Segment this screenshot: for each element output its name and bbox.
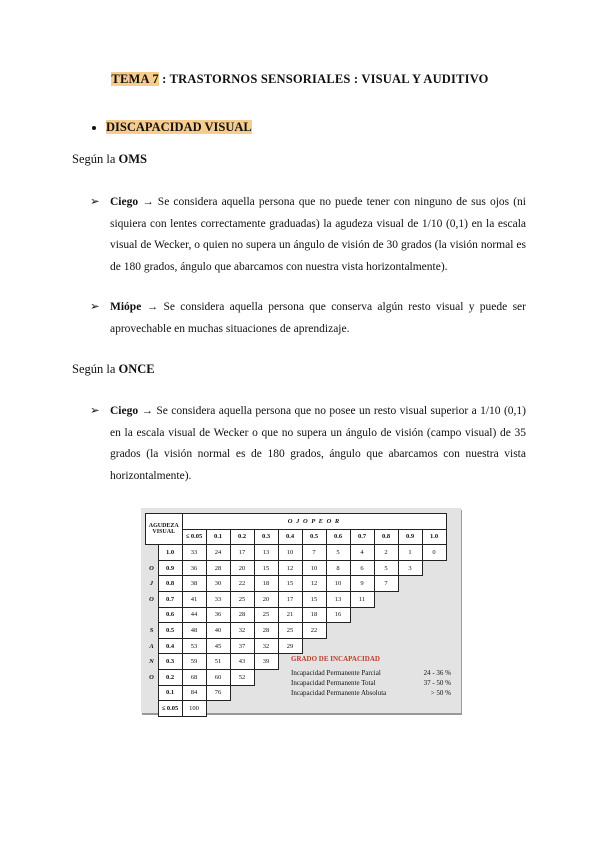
table-corner-label: AGUDEZA VISUAL xyxy=(146,514,183,545)
row-group-letter xyxy=(146,607,159,623)
table-cell: 20 xyxy=(254,591,278,607)
empty-cell xyxy=(230,701,254,717)
once-ciego-item xyxy=(90,401,526,487)
row-header: 0.7 xyxy=(158,591,182,607)
table-cell: 13 xyxy=(254,545,278,561)
empty-cell xyxy=(350,638,374,654)
empty-cell xyxy=(422,591,446,607)
segun-oms-line xyxy=(72,152,147,167)
table-cell: 11 xyxy=(350,591,374,607)
column-header: 0.9 xyxy=(398,529,422,545)
table-cell: 100 xyxy=(182,701,206,717)
table-cell: 76 xyxy=(206,685,230,701)
empty-cell xyxy=(422,623,446,639)
once-ciego-text: → Se considera aquella persona que no posee un resto visual superior a 1/10 (0,1) en la escala visual de Wecker o que no supera un ángulo de visión (campo visual) de 35 grados (la visión normal es de 180 grados, ángulo que abarcamos con nuestra vista horizontalmente). xyxy=(110,405,526,482)
column-header: 0.7 xyxy=(350,529,374,545)
arrow-bullet-icon: ➢ xyxy=(90,301,100,313)
table-cell: 12 xyxy=(278,560,302,576)
legend-label: Incapacidad Permanente Absoluta xyxy=(291,689,387,697)
row-group-letter xyxy=(146,545,159,561)
row-group-letter: O xyxy=(149,595,154,603)
row-group-letter xyxy=(146,685,159,701)
table-cell: 38 xyxy=(182,576,206,592)
table-cell: 40 xyxy=(206,623,230,639)
column-header: 0.2 xyxy=(230,529,254,545)
table-cell: 37 xyxy=(230,638,254,654)
row-group-letter: J xyxy=(149,580,154,588)
empty-cell xyxy=(374,607,398,623)
table-cell: 10 xyxy=(302,560,326,576)
empty-cell xyxy=(398,591,422,607)
row-header: 0.9 xyxy=(158,560,182,576)
table-cell: 51 xyxy=(206,654,230,670)
empty-cell xyxy=(422,638,446,654)
table-cell: 5 xyxy=(326,545,350,561)
empty-cell xyxy=(302,701,326,717)
empty-cell xyxy=(422,560,446,576)
title-rest: : TRASTORNOS SENSORIALES : VISUAL Y AUDITIVO xyxy=(158,72,489,86)
arrow-bullet-icon: ➢ xyxy=(90,405,100,417)
table-cell: 3 xyxy=(398,560,422,576)
table-cell: 16 xyxy=(326,607,350,623)
row-group-letter: N xyxy=(149,658,154,666)
once-ciego-term: Ciego xyxy=(110,405,139,417)
table-cell: 59 xyxy=(182,654,206,670)
table-cell: 24 xyxy=(206,545,230,561)
column-header: 0.8 xyxy=(374,529,398,545)
table-cell: 39 xyxy=(254,654,278,670)
row-group-letter: O xyxy=(149,673,154,681)
row-header: 0.6 xyxy=(158,607,182,623)
empty-cell xyxy=(350,623,374,639)
table-cell: 15 xyxy=(302,591,326,607)
empty-cell xyxy=(398,623,422,639)
table-cell: 12 xyxy=(302,576,326,592)
empty-cell xyxy=(350,607,374,623)
empty-cell xyxy=(350,701,374,717)
incapacity-table-figure xyxy=(141,508,461,713)
column-header: 0.5 xyxy=(302,529,326,545)
oms-ciego-text: → Se considera aquella persona que no puede tener con ninguno de sus ojos (ni siquiera con lentes correctamente graduadas) la agudeza visual de 1/10 (0,1) en la escala visual de Wecker, o quien no supera un ángulo de visión de 30 grados (la visión normal es de 180 grados, ángulo que abarcamos con nuestra vista horizontalmente). xyxy=(110,196,526,273)
table-cell: 68 xyxy=(182,669,206,685)
table-cell: 7 xyxy=(302,545,326,561)
legend-row xyxy=(291,678,451,688)
table-cell: 5 xyxy=(374,560,398,576)
table-cell: 60 xyxy=(206,669,230,685)
row-group-letter xyxy=(146,701,159,717)
legend-range: 24 - 36 % xyxy=(423,669,451,677)
empty-cell xyxy=(398,701,422,717)
table-cell: 8 xyxy=(326,560,350,576)
segun-once-line xyxy=(72,362,155,377)
table-cell: 13 xyxy=(326,591,350,607)
column-header: 0.3 xyxy=(254,529,278,545)
page-title xyxy=(0,72,600,87)
empty-cell xyxy=(374,623,398,639)
empty-cell xyxy=(302,638,326,654)
legend-range: > 50 % xyxy=(430,689,451,697)
table-cell: 45 xyxy=(206,638,230,654)
section-heading-text: DISCAPACIDAD VISUAL xyxy=(106,120,252,134)
table-cell: 25 xyxy=(230,591,254,607)
column-header: ≤ 0.05 xyxy=(182,529,206,545)
row-header: 0.1 xyxy=(158,685,182,701)
table-cell: 48 xyxy=(182,623,206,639)
table-cell: 33 xyxy=(206,591,230,607)
table-cell: 17 xyxy=(230,545,254,561)
oms-miope-item xyxy=(90,297,526,340)
table-cell: 22 xyxy=(302,623,326,639)
column-header: 0.1 xyxy=(206,529,230,545)
table-cell: 17 xyxy=(278,591,302,607)
table-cell: 6 xyxy=(350,560,374,576)
table-cell: 41 xyxy=(182,591,206,607)
table-cell: 0 xyxy=(422,545,446,561)
row-header: 0.5 xyxy=(158,623,182,639)
table-cell: 30 xyxy=(206,576,230,592)
row-header: 0.2 xyxy=(158,669,182,685)
table-cell: 25 xyxy=(254,607,278,623)
table-cell: 15 xyxy=(278,576,302,592)
oms-ciego-term: Ciego xyxy=(110,196,139,208)
title-highlight: TEMA 7 xyxy=(111,72,159,86)
table-cell: 2 xyxy=(374,545,398,561)
row-group-letter: O xyxy=(149,564,154,572)
empty-cell xyxy=(254,685,278,701)
table-cell: 84 xyxy=(182,685,206,701)
table-cell: 4 xyxy=(350,545,374,561)
column-header: 1.0 xyxy=(422,529,446,545)
segun-oms-prefix: Según la xyxy=(72,152,119,166)
table-cell: 28 xyxy=(206,560,230,576)
table-cell: 32 xyxy=(254,638,278,654)
legend-label: Incapacidad Permanente Parcial xyxy=(291,669,381,677)
row-header: 1.0 xyxy=(158,545,182,561)
table-cell: 28 xyxy=(230,607,254,623)
table-cell: 18 xyxy=(302,607,326,623)
oms-ciego-item xyxy=(90,192,526,278)
row-group-letter: S xyxy=(149,626,154,634)
empty-cell xyxy=(326,701,350,717)
empty-cell xyxy=(254,669,278,685)
oms-miope-text: → Se considera aquella persona que conserva algún resto visual y puede ser aprovechable en muchas situaciones de aprendizaje. xyxy=(110,301,526,335)
empty-cell xyxy=(398,576,422,592)
empty-cell xyxy=(374,638,398,654)
table-cell: 20 xyxy=(230,560,254,576)
table-cell: 22 xyxy=(230,576,254,592)
legend-range: 37 - 50 % xyxy=(423,679,451,687)
table-cell: 33 xyxy=(182,545,206,561)
table-cell: 52 xyxy=(230,669,254,685)
empty-cell xyxy=(326,638,350,654)
row-group-letter: A xyxy=(149,642,154,650)
table-cell: 25 xyxy=(278,623,302,639)
empty-cell xyxy=(374,701,398,717)
empty-cell xyxy=(230,685,254,701)
table-cell: 32 xyxy=(230,623,254,639)
table-cell: 28 xyxy=(254,623,278,639)
legend-row xyxy=(291,688,451,698)
row-header: ≤ 0.05 xyxy=(158,701,182,717)
column-group-label: O J O P E O R xyxy=(182,514,446,530)
table-cell: 18 xyxy=(254,576,278,592)
arrow-bullet-icon: ➢ xyxy=(90,196,100,208)
row-header: 0.3 xyxy=(158,654,182,670)
oms-miope-term: Miópe xyxy=(110,301,142,313)
incapacity-legend xyxy=(291,654,451,698)
bullet-dot-icon xyxy=(92,126,96,130)
empty-cell xyxy=(422,701,446,717)
table-cell: 1 xyxy=(398,545,422,561)
empty-cell xyxy=(422,576,446,592)
table-cell: 44 xyxy=(182,607,206,623)
empty-cell xyxy=(206,701,230,717)
empty-cell xyxy=(422,607,446,623)
table-cell: 10 xyxy=(278,545,302,561)
legend-title: GRADO DE INCAPACIDAD xyxy=(291,655,380,663)
empty-cell xyxy=(254,701,278,717)
table-cell: 36 xyxy=(182,560,206,576)
table-cell: 15 xyxy=(254,560,278,576)
section-heading xyxy=(92,120,252,135)
legend-row xyxy=(291,668,451,678)
empty-cell xyxy=(326,623,350,639)
table-cell: 10 xyxy=(326,576,350,592)
row-header: 0.4 xyxy=(158,638,182,654)
table-cell: 36 xyxy=(206,607,230,623)
table-cell: 21 xyxy=(278,607,302,623)
table-cell: 9 xyxy=(350,576,374,592)
empty-cell xyxy=(398,638,422,654)
empty-cell xyxy=(374,591,398,607)
legend-label: Incapacidad Permanente Total xyxy=(291,679,376,687)
table-cell: 29 xyxy=(278,638,302,654)
segun-once-org: ONCE xyxy=(118,362,155,376)
segun-once-prefix: Según la xyxy=(72,362,119,376)
empty-cell xyxy=(278,701,302,717)
table-cell: 7 xyxy=(374,576,398,592)
empty-cell xyxy=(398,607,422,623)
row-header: 0.8 xyxy=(158,576,182,592)
column-header: 0.6 xyxy=(326,529,350,545)
column-header: 0.4 xyxy=(278,529,302,545)
table-cell: 53 xyxy=(182,638,206,654)
table-cell: 43 xyxy=(230,654,254,670)
segun-oms-org: OMS xyxy=(118,152,148,166)
